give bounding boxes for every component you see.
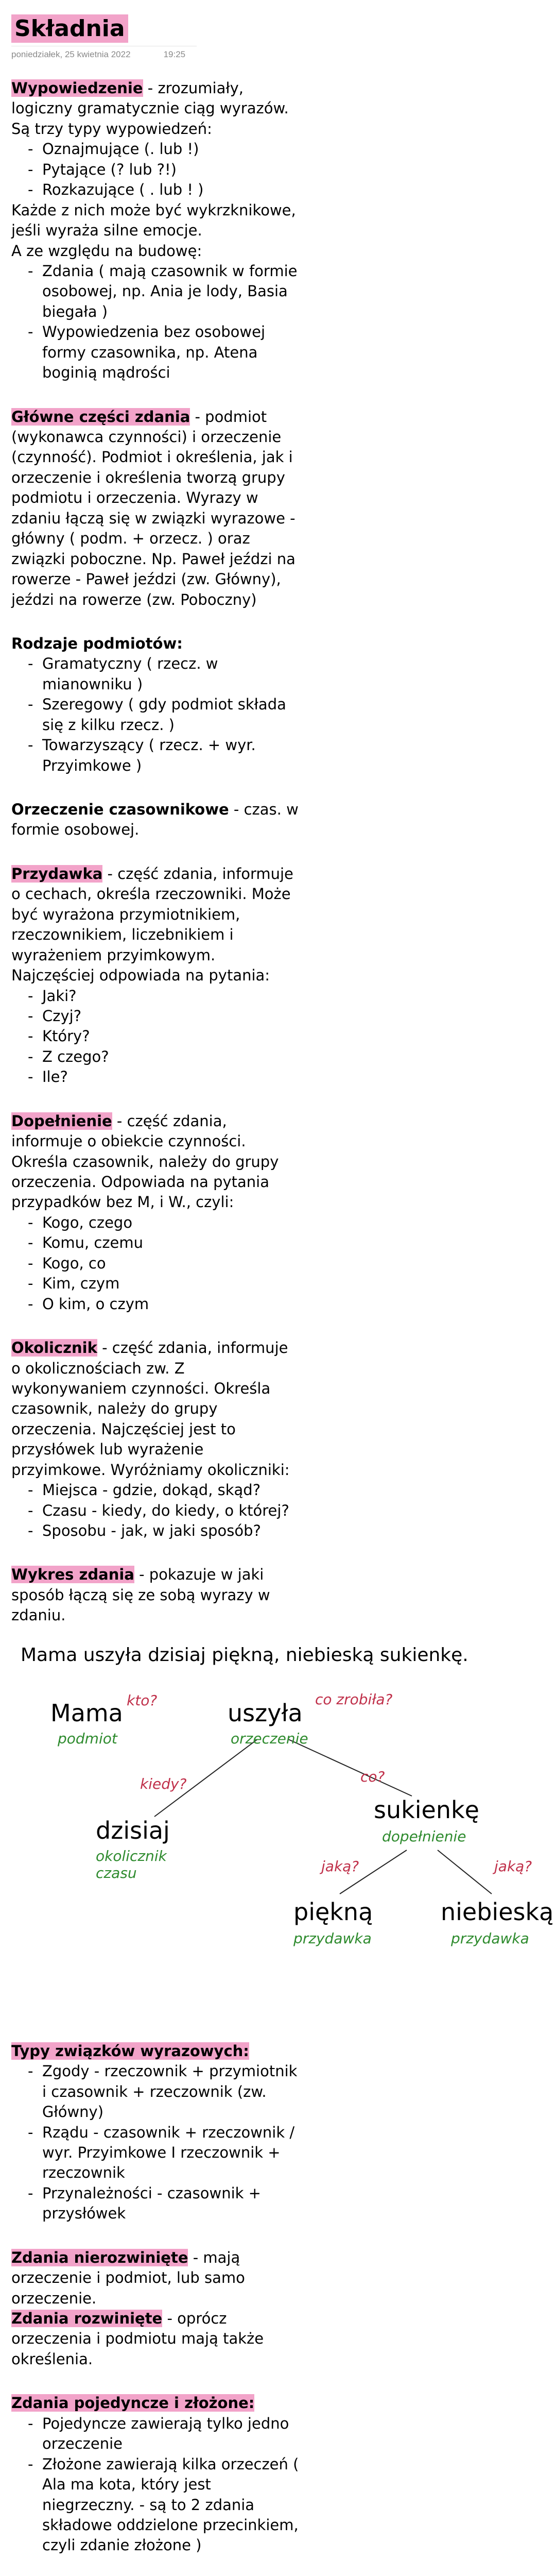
role-niebieska: przydawka [451, 1929, 529, 1947]
list-item: - Zdania ( mają czasownik w formie osobowej, np. Ania je lody, Basia biegała ) [28, 261, 300, 322]
section-przydawka [11, 864, 300, 1088]
paragraph [11, 78, 300, 139]
list-item: - Ile? [28, 1067, 300, 1087]
definition-text: - oprócz orzeczenia i podmiotu mają także określenia. [11, 2310, 264, 2368]
list-item: - Oznajmujące (. lub !) [28, 139, 300, 159]
section-pojedyncze [11, 2393, 300, 2556]
list-item: - Rozkazujące ( . lub ! ) [28, 180, 300, 200]
definition-text: - mają orzeczenie i podmiot, lub samo orzeczenie. [11, 2248, 245, 2307]
term-highlight: Wypowiedzenie [11, 79, 143, 97]
term-highlight: Typy związków wyrazowych: [11, 2042, 249, 2060]
paragraph [11, 1338, 300, 1480]
paragraph [11, 2309, 300, 2369]
list-item: - Gramatyczny ( rzecz. w mianowniku ) [28, 654, 300, 694]
word-sukienke: sukienkę [374, 1795, 479, 1824]
term-highlight: Zdania rozwinięte [11, 2310, 163, 2327]
section-nierozwiniete [11, 2248, 300, 2370]
role-sukienke: dopełnienie [382, 1827, 466, 1845]
list-item: - Miejsca - gdzie, dokąd, skąd? [28, 1480, 300, 1500]
section-glowne-czesci [11, 407, 300, 610]
term-highlight: Przydawka [11, 865, 103, 883]
section-heading: Rodzaje podmiotów: [11, 634, 183, 652]
list-item: - Kogo, co [28, 1253, 300, 1274]
note-meta [11, 46, 197, 60]
role-dzisiaj [96, 1848, 167, 1882]
term-highlight: Dopełnienie [11, 1112, 112, 1130]
paragraph [11, 407, 300, 610]
term-highlight: Okolicznik [11, 1339, 97, 1357]
question-co: co? [360, 1768, 385, 1785]
list-item: - Sposobu - jak, w jaki sposób? [28, 1521, 300, 1541]
word-uszyla: uszyła [228, 1699, 303, 1727]
section-orzeczenie [11, 800, 300, 840]
term-highlight: Główne części zdania [11, 408, 190, 426]
paragraph [11, 864, 300, 986]
section-wypowiedzenie [11, 78, 300, 383]
paragraph [11, 2248, 300, 2309]
note-date: poniedziałek, 25 kwietnia 2022 [11, 49, 131, 59]
word-piekna: piękną [293, 1897, 373, 1926]
note-content-continued [0, 1971, 311, 2576]
question-jaka-1: jaką? [321, 1857, 359, 1875]
adverbial-types-list [11, 1480, 300, 1541]
paragraph [11, 1111, 300, 1213]
phrase-types-list [11, 2061, 300, 2224]
list-item: - Czyj? [28, 1006, 300, 1026]
term-highlight: Zdania nierozwinięte [11, 2248, 188, 2266]
sentence-diagram [0, 1641, 556, 1971]
object-questions-list [11, 1213, 300, 1314]
note-content [0, 60, 311, 1626]
list-item: - Przynależności - czasownik + przysłówek [28, 2183, 300, 2224]
section-zwiazki [11, 2041, 300, 2224]
paragraph [11, 1565, 300, 1625]
term-bold: Orzeczenie czasownikowe [11, 801, 229, 818]
list-item: - Który? [28, 1026, 300, 1046]
section-wykres [11, 1565, 300, 1625]
paragraph: Każde z nich może być wykrzknikowe, jeśli wyraża silne emocje. [11, 201, 296, 240]
section-rodzaje-podmiotow [11, 634, 300, 776]
list-item: - Czasu - kiedy, do kiedy, o której? [28, 1501, 300, 1521]
role-dzisiaj-line-1: okolicznik [96, 1847, 167, 1865]
question-co-zrobila: co zrobiła? [315, 1690, 393, 1708]
question-kiedy: kiedy? [140, 1775, 187, 1792]
term-highlight: Wykres zdania [11, 1566, 134, 1584]
word-dzisiaj: dzisiaj [96, 1816, 170, 1844]
list-item: - Z czego? [28, 1047, 300, 1067]
list-item: - Pytające (? lub ?!) [28, 160, 300, 180]
word-niebieska: niebieską [441, 1897, 554, 1926]
sentence-types-list [11, 139, 300, 200]
definition-text: - czas. w formie osobowej. [11, 801, 299, 839]
role-piekna: przydawka [293, 1929, 372, 1947]
list-item: - O kim, o czym [28, 1294, 300, 1314]
definition-text: - część zdania, informuje o cechach, określa rzeczowniki. Może być wyrażona przymiotnikiem, rzeczownikiem, liczebnikiem i wyrażeniem przyimkowym. Najczęściej odpowiada na pytania: [11, 865, 293, 985]
section-okolicznik [11, 1338, 300, 1541]
list-item: - Rządu - czasownik + rzeczownik / wyr. Przyimkowe I rzeczownik + rzeczownik [28, 2123, 300, 2183]
build-types-list [11, 261, 300, 383]
paragraph [11, 2041, 300, 2061]
edge-sukienke-niebieska [438, 1850, 492, 1894]
subject-types-list [11, 654, 300, 776]
sentence-kinds-list [11, 2414, 300, 2556]
list-item: - Towarzyszący ( rzecz. + wyr. Przyimkowe ) [28, 735, 300, 776]
list-item: - Komu, czemu [28, 1233, 300, 1253]
definition-text: - część zdania, informuje o okolicznościach zw. Z wykonywaniem czynności. Określa czasownik, należy do grupy orzeczenia. Najczęściej jest to przysłówek lub wyrażenie przyimkowe. Wyróżniamy okoliczniki: [11, 1339, 290, 1479]
paragraph: A ze względu na budowę: [11, 242, 202, 260]
list-item: - Zgody - rzeczownik + przymiotnik i czasownik + rzeczownik (zw. Główny) [28, 2061, 300, 2122]
list-item: - Wypowiedzenia bez osobowej formy czasownika, np. Atena boginią mądrości [28, 322, 300, 383]
term-highlight: Zdania pojedyncze i złożone: [11, 2394, 255, 2412]
definition-text: - zrozumiały, logiczny gramatycznie ciąg wyrazów. Są trzy typy wypowiedzeń: [11, 79, 289, 138]
word-mama: Mama [50, 1699, 123, 1727]
definition-text: - pokazuje w jaki sposób łączą się ze sobą wyrazy w zdaniu. [11, 1566, 270, 1624]
question-jaka-2: jaką? [494, 1857, 532, 1875]
definition-text: - podmiot (wykonawca czynności) i orzeczenie (czynność). Podmiot i określenia, jak i orzeczenie i określenia tworzą grupy podmiotu i orzeczenia. Wyrazy w zdaniu łączą się w związki wyrazowe - główny ( podm. + orzecz. ) oraz związki poboczne. Np. Paweł jeździ na rowerze - Paweł jeździ (zw. Główny), jeździ na rowerze (zw. Poboczny) [11, 408, 296, 608]
role-dzisiaj-line-2: czasu [96, 1865, 137, 1882]
edge-uszyla-sukienke [288, 1739, 412, 1796]
list-item: - Pojedyncze zawierają tylko jedno orzeczenie [28, 2414, 300, 2454]
diagram-sentence: Mama uszyła dzisiaj piękną, niebieską sukienkę. [21, 1644, 468, 1666]
list-item: - Szeregowy ( gdy podmiot składa się z kilku rzecz. ) [28, 694, 300, 735]
note-header [0, 14, 556, 60]
list-item: - Kim, czym [28, 1274, 300, 1294]
paragraph [11, 2393, 300, 2413]
attribute-questions-list [11, 986, 300, 1088]
section-dopelnienie [11, 1111, 300, 1314]
question-kto: kto? [127, 1691, 158, 1709]
definition-text: - część zdania, informuje o obiekcie czynności. Określa czasownik, należy do grupy orzeczenia. Odpowiada na pytania przypadków bez M, i W., czyli: [11, 1112, 279, 1211]
note-time: 19:25 [163, 49, 186, 59]
list-item: - Kogo, czego [28, 1213, 300, 1233]
role-mama: podmiot [58, 1730, 117, 1747]
page-title: Składnia [11, 14, 128, 43]
paragraph [11, 800, 300, 840]
list-item: - Złożone zawierają kilka orzeczeń ( Ala ma kota, który jest niegrzeczny. - są to 2 zdania składowe oddzielone przecinkiem, czyli zdanie złożone ) [28, 2454, 300, 2556]
role-uszyla: orzeczenie [231, 1730, 308, 1747]
list-item: - Jaki? [28, 986, 300, 1006]
